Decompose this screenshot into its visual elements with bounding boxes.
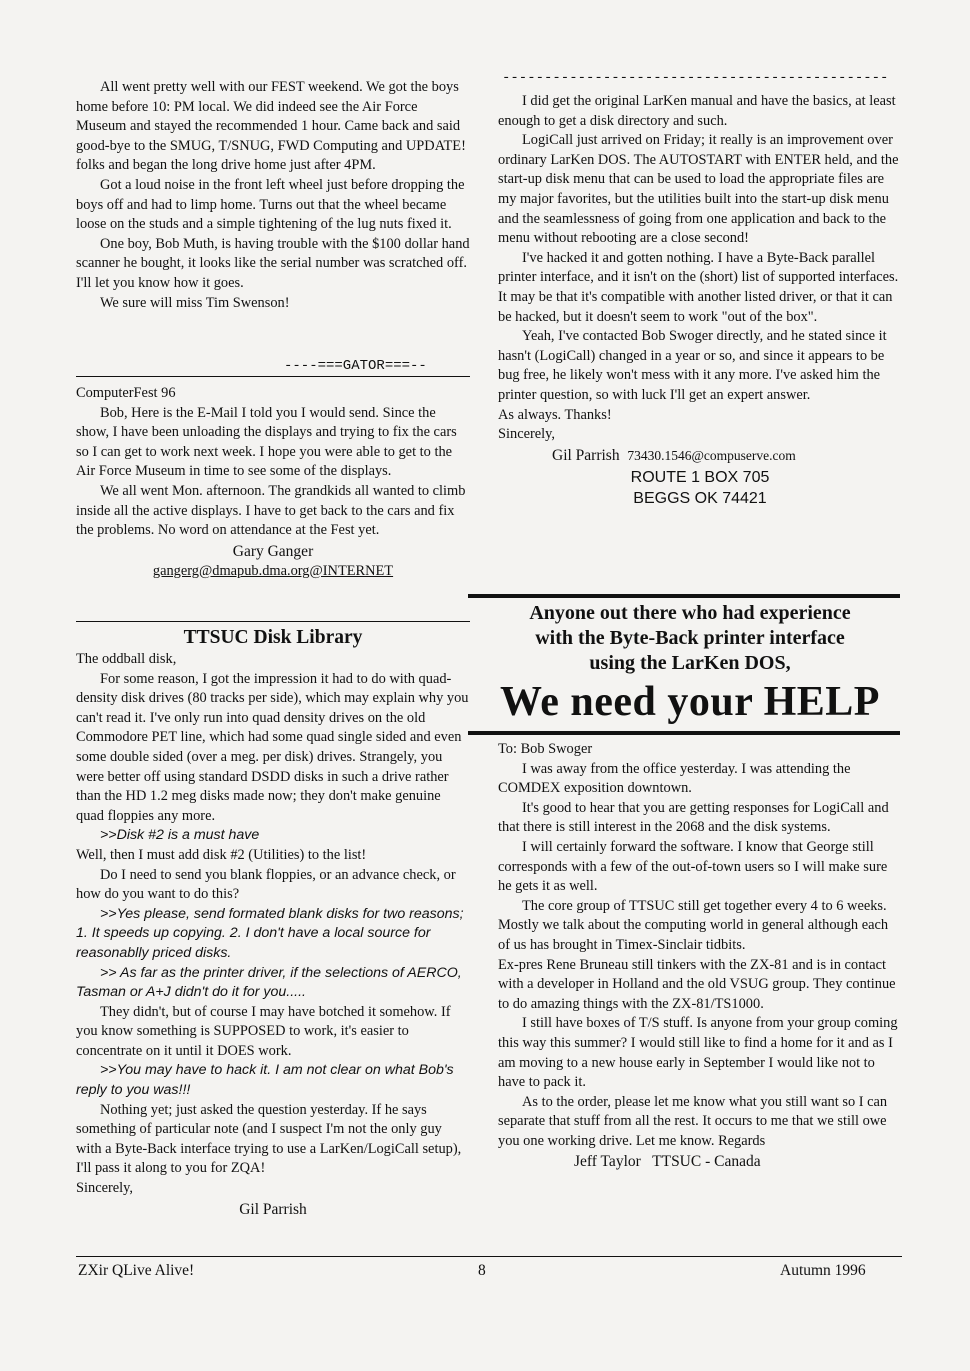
library-quote-3: >> As far as the printer driver, if the selections of AERCO, Tasman or A+J didn't do it for you..... [76, 964, 462, 1001]
footer-rule [76, 1256, 902, 1257]
gil-paragraph-4: Yeah, I've contacted Bob Swoger directly, and he stated since it hasn't (LogiCall) changed in a year or so, and since it appears to be bug free, he likely won't mess with it any more. I've asked him the printer question, so with luck I'll get an expert answer. [498, 328, 887, 403]
left-column [76, 0, 470, 1371]
help-box-bottom-rule [468, 731, 900, 735]
jeff-paragraph-3: I will certainly forward the software. I know that George still corresponds with a few of the out-of-town users so I will make sure he gets it as well. [498, 838, 888, 895]
jeff-paragraph-1: I was away from the office yesterday. I was attending the COMDEX exposition downtown. [498, 760, 851, 797]
jeff-paragraph-4: The core group of TTSUC still get together every 4 to 6 weeks. Mostly we talk about the computing world in general although each of us has brought in Timex-Sinclair tidbits. [498, 897, 889, 953]
library-paragraph-2: Well, then I must add disk #2 (Utilities) to the list! [76, 846, 367, 863]
library-paragraph-3: Do I need to send you blank floppies, or an advance check, or how do you want to do this? [76, 866, 456, 903]
library-quote-1: >>Disk #2 is a must have [100, 827, 260, 844]
gil-as-always: As always. Thanks! [498, 406, 612, 423]
gil-address-line-1: ROUTE 1 BOX 705 [630, 468, 770, 486]
divider [76, 621, 470, 622]
computerfest-name: Gary Ganger [232, 542, 314, 560]
library-paragraph-4: They didn't, but of course I may have botched it somehow. If you know something is SUPPOSED to work, it's easier to concentrate on it until it DOES work. [76, 1003, 451, 1059]
computerfest-email: gangerg@dmapub.dma.org@INTERNET [152, 562, 394, 579]
help-box-top-rule [468, 594, 900, 598]
dashed-separator: ---------------------------------------------- [502, 70, 889, 86]
library-intro: The oddball disk, [76, 651, 177, 667]
jeff-paragraph-7: As to the order, please let me know what you still want so I can separate that stuff from all the rest. It occurs to me that we still owe you one working drive. Let me know. Regards [498, 1093, 888, 1149]
jeff-signature: Jeff Taylor TTSUC - Canada [574, 1153, 761, 1171]
help-line-1: Anyone out there who had experience [529, 602, 851, 624]
fest-paragraph-2: Got a loud noise in the front left wheel just before dropping the boys off and had to limp home. Turns out that the wheel became loose on the studs and a simple tightening of the lug nuts fixed it. [76, 176, 465, 233]
gil-paragraph-2: LogiCall just arrived on Friday; it really is an improvement over ordinary LarKen DOS. The AUTOSTART with ENTER held, and the start-up disk menu that can be used to load the appropriate files are my major favorites, but the utilities built into the start-up disk menu and the seamlessness of going from one application and back to the menu without rebooting are a close second! [498, 132, 899, 247]
jeff-paragraph-5: Ex-pres Rene Bruneau still tinkers with the ZX-81 and is in contact with a developer in Holland and the old VSUG group. They continue to do amazing things with the ZX-81/TS1000. [498, 956, 896, 1012]
library-quote-2: >>Yes please, send formated blank disks for two reasons; 1. It speeds up copying. 2. I don't have a local source for reasonablly priced disks. [76, 905, 464, 961]
computerfest-paragraph-2: We all went Mon. afternoon. The grandkids all wanted to climb inside all the active displays. I have to get back to the cars and fix the problems. No word on attendance at the Fest yet. [76, 482, 466, 539]
jeff-paragraph-6: I still have boxes of T/S stuff. Is anyone from your group coming this way this summer? I would still like to find a home for it and as I am moving to a new house early in September I would like not to have to pack it. [498, 1015, 898, 1091]
jeff-letter [498, 740, 898, 1173]
jeff-paragraph-2: It's good to hear that you are getting responses for LogiCall and that there is still interest in the 2068 and the disk systems. [498, 799, 889, 836]
divider [76, 376, 470, 377]
gil-email: 73430.1546@compuserve.com [627, 447, 796, 463]
disk-library-title: TTSUC Disk Library [183, 627, 363, 648]
gil-sincerely: Sincerely, [498, 426, 556, 443]
gil-paragraph-3: I've hacked it and gotten nothing. I have a Byte-Back parallel printer interface, and it isn't on the (short) list of supported interfaces. It may be that it's compatible with another listed driver, or that it can be hacked, but it doesn't seem to work "out of the box". [498, 249, 899, 325]
library-signature: Gil Parrish [239, 1200, 307, 1218]
disk-library-article [76, 626, 470, 1221]
library-paragraph-5: Nothing yet; just asked the question yesterday. If he says something of particular note (and I suspect I'm not the only guy with a Byte-Back interface trying to use a LarKen/LogiCall setup), I'll pass it along to you for ZQA! [76, 1101, 462, 1177]
gil-address-line-2: BEGGS OK 74421 [633, 489, 767, 507]
gil-signature-line [498, 445, 902, 467]
library-quote-4: >>You may have to hack it. I am not clear on what Bob's reply to you was!!! [76, 1062, 454, 1099]
footer-issue: Autumn 1996 [780, 1262, 866, 1279]
computerfest-paragraph-1: Bob, Here is the E-Mail I told you I would send. Since the show, I have been unloading the displays and trying to fix the cars so I can get to work next week. I hope you were able to get to the Air Force Museum in time to see some of the displays. [76, 404, 457, 480]
gil-name: Gil Parrish [552, 446, 620, 464]
computerfest-heading: ComputerFest 96 [76, 385, 176, 401]
gator-signoff: ----===GATOR===-- [284, 358, 427, 374]
right-column [498, 0, 902, 1371]
help-line-3: using the LarKen DOS, [589, 652, 791, 674]
help-line-2: with the Byte-Back printer interface [535, 627, 845, 649]
footer-publication: ZXir QLive Alive! [78, 1262, 195, 1279]
jeff-to: To: Bob Swoger [498, 741, 593, 757]
gil-letter [498, 92, 902, 509]
footer-page-number: 8 [478, 1262, 486, 1279]
fest-paragraph-1: All went pretty well with our FEST weekend. We got the boys home before 10: PM local. We did indeed see the Air Force Museum and stayed the recommended 1 hour. Came back and said good-bye to the SMUG, T/SNUG, FWD Computing and UPDATE! folks and began the long drive home just after 4PM. [76, 79, 466, 174]
fest-paragraph-4: We sure will miss Tim Swenson! [100, 294, 290, 311]
fest-article [76, 78, 470, 313]
gil-paragraph-1: I did get the original LarKen manual and have the basics, at least enough to get a disk directory and such. [498, 93, 896, 129]
library-paragraph-1: For some reason, I got the impression it had to do with quad-density disk drives (80 tracks per side), which may explain why you can't read it. I've only run into quad density drives on the old Commodore PET line, which had some quad single sided and even some double sided (over a meg. per disk) drives. Strangely, you were better off using standard DSDD disks in such a drive rather than the HD 1.2 meg disks made now; they don't make genuine quad floppies any more. [76, 670, 469, 824]
computerfest-article [76, 384, 470, 581]
library-sincerely: Sincerely, [76, 1180, 134, 1197]
help-headline: We need your HELP [500, 679, 880, 725]
help-banner [478, 601, 902, 726]
fest-paragraph-3: One boy, Bob Muth, is having trouble with the $100 dollar hand scanner he bought, it looks like the serial number was scratched off. I'll let you know how it goes. [76, 235, 470, 291]
